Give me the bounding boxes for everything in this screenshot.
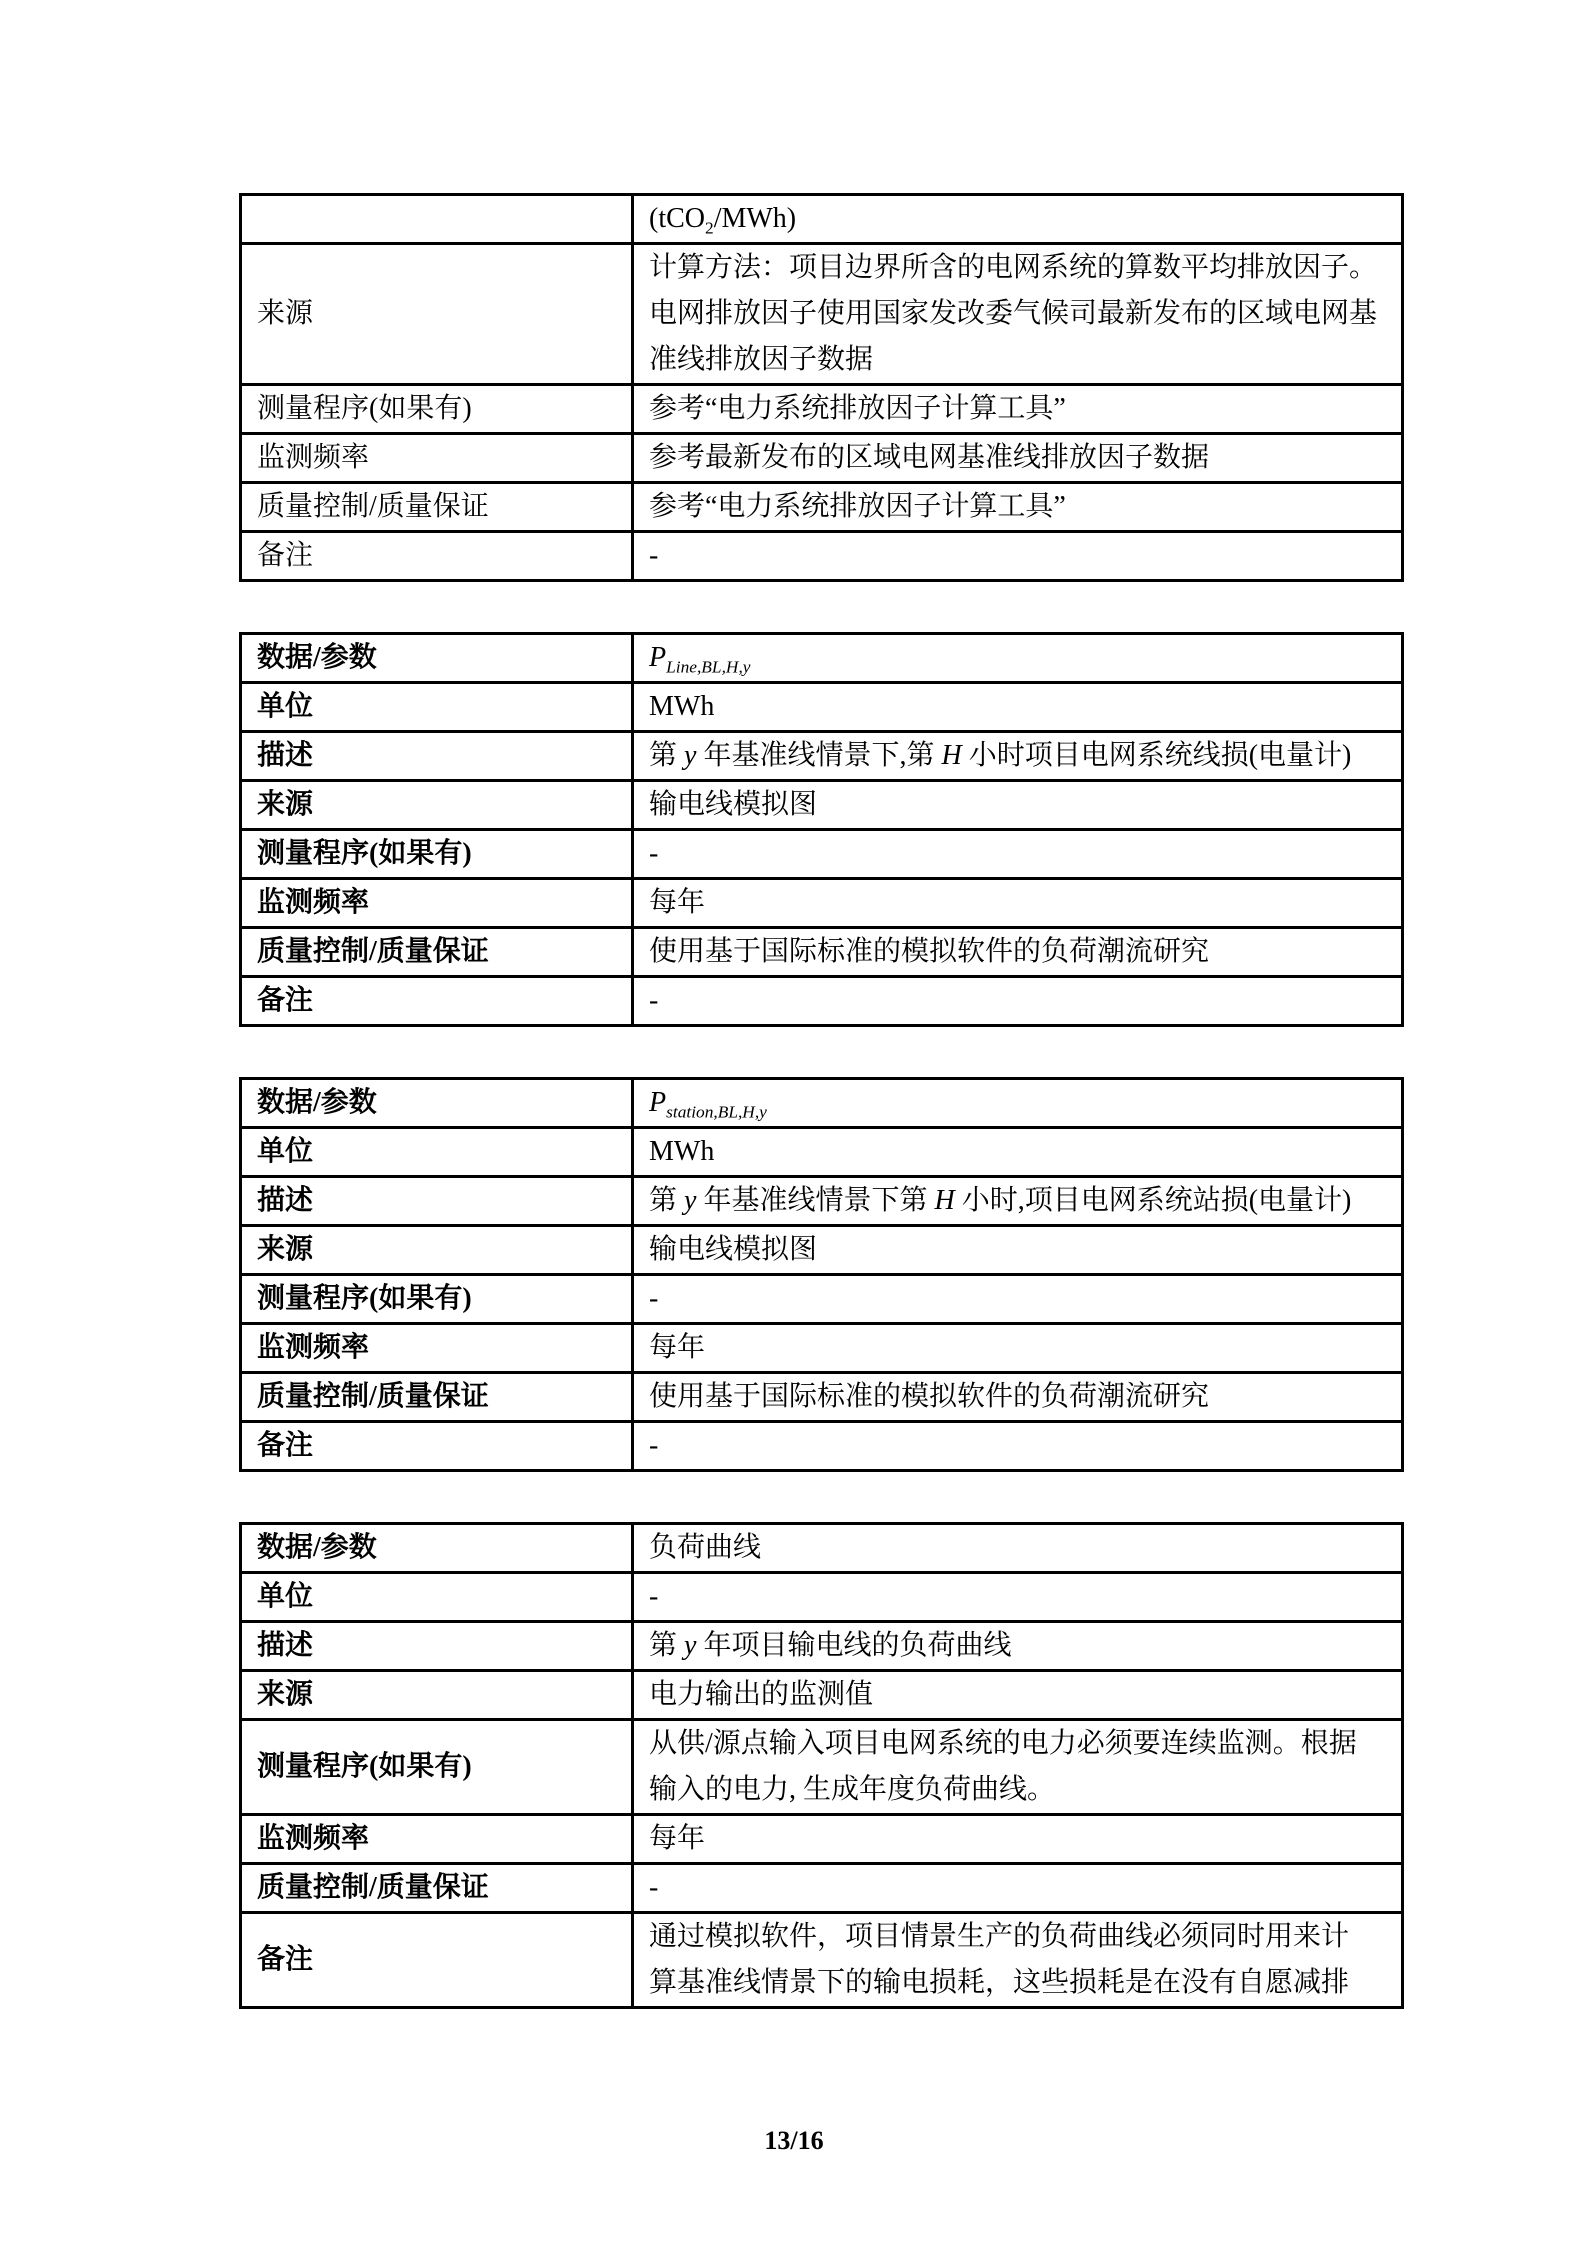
table-row — [241, 1226, 1403, 1275]
table-row — [241, 244, 1403, 385]
text-segment: P — [649, 1087, 667, 1118]
table-row — [241, 1079, 1403, 1128]
text-segment: - — [649, 985, 659, 1016]
table-row — [241, 1324, 1403, 1373]
text-segment: (tCO — [649, 203, 705, 234]
row-label: 质量控制/质量保证 — [241, 483, 633, 532]
row-value — [633, 683, 1403, 732]
row-label: 备注 — [241, 1913, 633, 2008]
row-label: 描述 — [241, 1177, 633, 1226]
text-segment: 每年 — [649, 887, 706, 918]
row-value — [633, 830, 1403, 879]
text-segment: Line,BL,H,y — [666, 657, 751, 677]
text-segment: 第 — [649, 1630, 685, 1661]
text-segment: 计算方法：项目边界所含的电网系统的算数平均排放因子。 — [649, 252, 1378, 283]
text-segment: 2 — [705, 218, 714, 238]
table-row — [241, 434, 1403, 483]
text-segment: 使用基于国际标准的模拟软件的负荷潮流研究 — [649, 1381, 1210, 1412]
row-label: 测量程序(如果有) — [241, 385, 633, 434]
table-row — [241, 1422, 1403, 1471]
text-segment: H — [941, 740, 962, 771]
table-row — [241, 1524, 1403, 1573]
text-segment: 每年 — [649, 1332, 706, 1363]
row-value — [633, 1622, 1403, 1671]
row-value — [633, 244, 1403, 385]
text-segment: 年项目输电线的负荷曲线 — [696, 1630, 1012, 1661]
row-label: 数据/参数 — [241, 1524, 633, 1573]
tables-container — [239, 193, 1378, 2059]
row-value — [633, 977, 1403, 1026]
table-row — [241, 1128, 1403, 1177]
text-segment: - — [649, 1283, 659, 1314]
text-segment: H — [934, 1185, 955, 1216]
text-segment: 年基准线情景下,第 — [696, 740, 942, 771]
text-segment: 小时项目电网系统线损(电量计) — [961, 740, 1352, 771]
table-row — [241, 683, 1403, 732]
row-label: 描述 — [241, 732, 633, 781]
row-value — [633, 1720, 1403, 1815]
text-segment: P — [649, 642, 667, 673]
row-label: 监测频率 — [241, 1324, 633, 1373]
row-value — [633, 1864, 1403, 1913]
row-label: 备注 — [241, 977, 633, 1026]
row-label: 来源 — [241, 1671, 633, 1720]
text-segment: /MWh) — [713, 203, 797, 234]
row-value — [633, 1573, 1403, 1622]
text-segment: 使用基于国际标准的模拟软件的负荷潮流研究 — [649, 936, 1210, 967]
row-label: 监测频率 — [241, 434, 633, 483]
row-value — [633, 634, 1403, 683]
row-value — [633, 1422, 1403, 1471]
text-segment: y — [684, 1630, 697, 1661]
table-row — [241, 830, 1403, 879]
text-segment: 准线排放因子数据 — [649, 344, 874, 375]
text-segment: 算基准线情景下的输电损耗，这些损耗是在没有自愿减排 — [649, 1967, 1350, 1998]
text-segment: y — [684, 740, 697, 771]
table-row — [241, 1815, 1403, 1864]
grid-emission-factor-table-continued — [239, 193, 1404, 582]
text-segment: - — [649, 1872, 659, 1903]
row-label: 单位 — [241, 1128, 633, 1177]
text-segment: 从供/源点输入项目电网系统的电力必须要连续监测。根据 — [649, 1728, 1357, 1759]
table-row — [241, 634, 1403, 683]
row-value — [633, 732, 1403, 781]
row-label: 监测频率 — [241, 1815, 633, 1864]
text-segment: MWh — [649, 1136, 715, 1167]
row-label: 单位 — [241, 683, 633, 732]
row-value — [633, 879, 1403, 928]
table-row — [241, 1573, 1403, 1622]
text-segment: 第 — [649, 1185, 685, 1216]
row-value — [633, 483, 1403, 532]
row-label: 备注 — [241, 532, 633, 581]
text-segment: - — [649, 1430, 659, 1461]
row-value — [633, 1226, 1403, 1275]
row-value — [633, 928, 1403, 977]
row-value — [633, 1524, 1403, 1573]
text-segment: MWh — [649, 691, 715, 722]
text-segment: 小时,项目电网系统站损(电量计) — [954, 1185, 1352, 1216]
row-label: 测量程序(如果有) — [241, 1720, 633, 1815]
row-label: 来源 — [241, 781, 633, 830]
row-value — [633, 434, 1403, 483]
row-value — [633, 1913, 1403, 2008]
row-value — [633, 385, 1403, 434]
row-value — [633, 1324, 1403, 1373]
text-segment: 第 — [649, 740, 685, 771]
row-label: 质量控制/质量保证 — [241, 1373, 633, 1422]
table-row — [241, 1720, 1403, 1815]
row-value — [633, 1079, 1403, 1128]
text-segment: 年基准线情景下第 — [696, 1185, 935, 1216]
table-row — [241, 385, 1403, 434]
text-segment: 通过模拟软件，项目情景生产的负荷曲线必须同时用来计 — [649, 1921, 1350, 1952]
text-segment: station,BL,H,y — [666, 1102, 767, 1122]
row-label — [241, 195, 633, 244]
text-segment: 输入的电力, 生成年度负荷曲线。 — [649, 1774, 1056, 1805]
row-value — [633, 1815, 1403, 1864]
row-value — [633, 532, 1403, 581]
row-value — [633, 1177, 1403, 1226]
text-segment: 输电线模拟图 — [649, 1234, 818, 1265]
table-row — [241, 1373, 1403, 1422]
row-label: 质量控制/质量保证 — [241, 928, 633, 977]
text-segment: 参考“电力系统排放因子计算工具” — [649, 393, 1066, 424]
text-segment: 负荷曲线 — [649, 1532, 762, 1563]
table-row — [241, 1864, 1403, 1913]
p-station-bl-h-y-table — [239, 1077, 1404, 1472]
row-label: 备注 — [241, 1422, 633, 1471]
table-row — [241, 1671, 1403, 1720]
row-label: 数据/参数 — [241, 1079, 633, 1128]
row-label: 测量程序(如果有) — [241, 830, 633, 879]
text-segment: 参考最新发布的区域电网基准线排放因子数据 — [649, 442, 1210, 473]
load-curve-table — [239, 1522, 1404, 2009]
row-value — [633, 1373, 1403, 1422]
row-value — [633, 1275, 1403, 1324]
row-label: 测量程序(如果有) — [241, 1275, 633, 1324]
table-row — [241, 1177, 1403, 1226]
table-row — [241, 1622, 1403, 1671]
table-row — [241, 781, 1403, 830]
table-row — [241, 1275, 1403, 1324]
page-number: 13/16 — [764, 2126, 824, 2155]
table-row — [241, 977, 1403, 1026]
table-row — [241, 1913, 1403, 2008]
text-segment: 每年 — [649, 1823, 706, 1854]
row-label: 描述 — [241, 1622, 633, 1671]
text-segment: 参考“电力系统排放因子计算工具” — [649, 491, 1066, 522]
row-label: 来源 — [241, 1226, 633, 1275]
text-segment: - — [649, 1581, 659, 1612]
text-segment: 输电线模拟图 — [649, 789, 818, 820]
text-segment: 电力输出的监测值 — [649, 1679, 874, 1710]
row-label: 质量控制/质量保证 — [241, 1864, 633, 1913]
row-value — [633, 781, 1403, 830]
row-label: 来源 — [241, 244, 633, 385]
text-segment: 电网排放因子使用国家发改委气候司最新发布的区域电网基 — [649, 298, 1378, 329]
row-label: 监测频率 — [241, 879, 633, 928]
row-value — [633, 1671, 1403, 1720]
row-value — [633, 195, 1403, 244]
text-segment: y — [684, 1185, 697, 1216]
table-row — [241, 532, 1403, 581]
row-label: 数据/参数 — [241, 634, 633, 683]
table-row — [241, 483, 1403, 532]
text-segment: - — [649, 838, 659, 869]
table-row — [241, 732, 1403, 781]
text-segment: - — [649, 540, 659, 571]
row-value — [633, 1128, 1403, 1177]
table-row — [241, 928, 1403, 977]
p-line-bl-h-y-table — [239, 632, 1404, 1027]
row-label: 单位 — [241, 1573, 633, 1622]
table-row — [241, 195, 1403, 244]
table-row — [241, 879, 1403, 928]
